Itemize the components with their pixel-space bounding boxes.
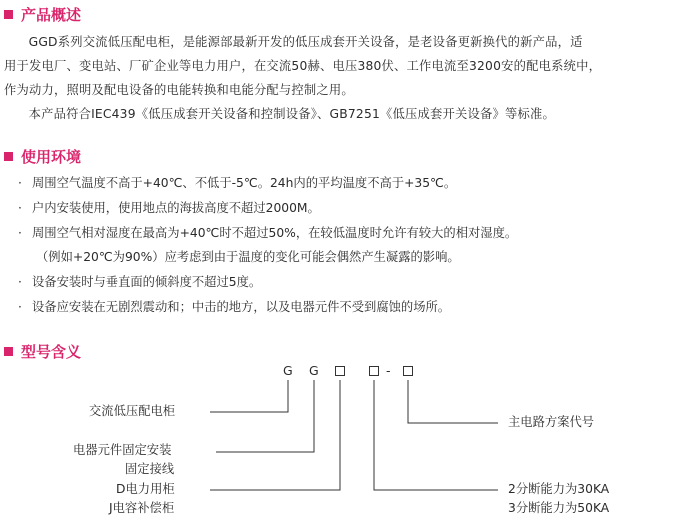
square-bullet-icon <box>4 347 13 356</box>
code-letter-g: G <box>309 363 319 378</box>
section-title-environment <box>4 146 81 166</box>
code-placeholder-box <box>335 366 345 376</box>
connector-line <box>216 380 314 452</box>
label-power-cabinet: D电力用柜 <box>116 482 175 496</box>
list-item <box>18 270 678 295</box>
standards-line: 本产品符合IEC439《低压成套开关设备和控制设备》、GB7251《低压成套开关设备》等标准。 <box>28 107 555 121</box>
section-title-text: 使用环境 <box>21 147 82 166</box>
list-item-text: 户内安装使用，使用地点的海拔高度不超过2000M。 <box>32 200 320 215</box>
connector-line <box>374 380 498 490</box>
list-item-text: 周围空气相对湿度在最高为+40℃时不超过50%，在较低温度时允许有较大的相对湿度。 <box>32 225 518 240</box>
list-item <box>18 196 678 221</box>
label-breaking-30ka: 2分断能力为30KA <box>508 482 610 496</box>
section-title-text: 产品概述 <box>21 5 82 24</box>
code-placeholder-box <box>369 366 379 376</box>
bullet-dot: · <box>18 299 22 314</box>
bullet-dot: · <box>18 200 22 215</box>
connector-line <box>210 380 288 412</box>
label-cabinet-type: 交流低压配电柜 <box>89 404 176 418</box>
section-title-text: 型号含义 <box>21 342 82 361</box>
list-item <box>18 171 678 196</box>
bullet-dot: · <box>18 176 22 190</box>
list-item <box>18 295 678 320</box>
connector-line <box>408 380 498 423</box>
bullet-dot: · <box>18 275 22 290</box>
square-bullet-icon <box>4 10 13 19</box>
section-title-model <box>4 341 81 361</box>
code-dash: - <box>386 363 391 378</box>
list-item-text: 设备安装时与垂直面的倾斜度不超过5度。 <box>32 275 262 290</box>
label-fixed-wiring: 固定接线 <box>125 462 175 476</box>
section-title-overview <box>4 4 81 24</box>
environment-list <box>18 171 678 320</box>
overview-line: GGD系列交流低压配电柜，是能源部最新开发的低压成套开关设备，是老设备更新换代的新产品，适 <box>28 35 583 49</box>
label-capacitor-cabinet: J电容补偿柜 <box>109 501 175 515</box>
overview-line: 作为动力，照明及配电设备的电能转换和电能分配与控制之用。 <box>4 83 354 97</box>
overview-line: 用于发电厂、变电站、厂矿企业等电力用户，在交流50赫、电压380伏、工作电流至3200安的配电系统中， <box>4 59 602 73</box>
label-fixed-install: 电器元件固定安装 <box>73 443 172 457</box>
model-code-diagram <box>0 360 700 522</box>
list-item-text: 周围空气温度不高于+40℃、不低于-5℃。24h内的平均温度不高于+35℃。 <box>32 176 457 190</box>
label-main-circuit-code: 主电路方案代号 <box>508 415 595 429</box>
square-bullet-icon <box>4 152 13 161</box>
connector-line <box>210 380 340 490</box>
code-placeholder-box <box>403 366 413 376</box>
bullet-dot: · <box>18 225 22 240</box>
list-item <box>18 221 678 246</box>
list-item-text: （例如+20℃为90%）应考虑到由于温度的变化可能会偶然产生凝露的影响。 <box>36 250 460 265</box>
label-breaking-50ka: 3分断能力为50KA <box>508 501 610 515</box>
list-item-text: 设备应安装在无剧烈震动和；中击的地方，以及电器元件不受到腐蚀的场所。 <box>32 299 451 314</box>
list-item-continuation <box>18 245 678 270</box>
overview-paragraph <box>4 30 694 126</box>
code-letter-g: G <box>283 363 293 378</box>
